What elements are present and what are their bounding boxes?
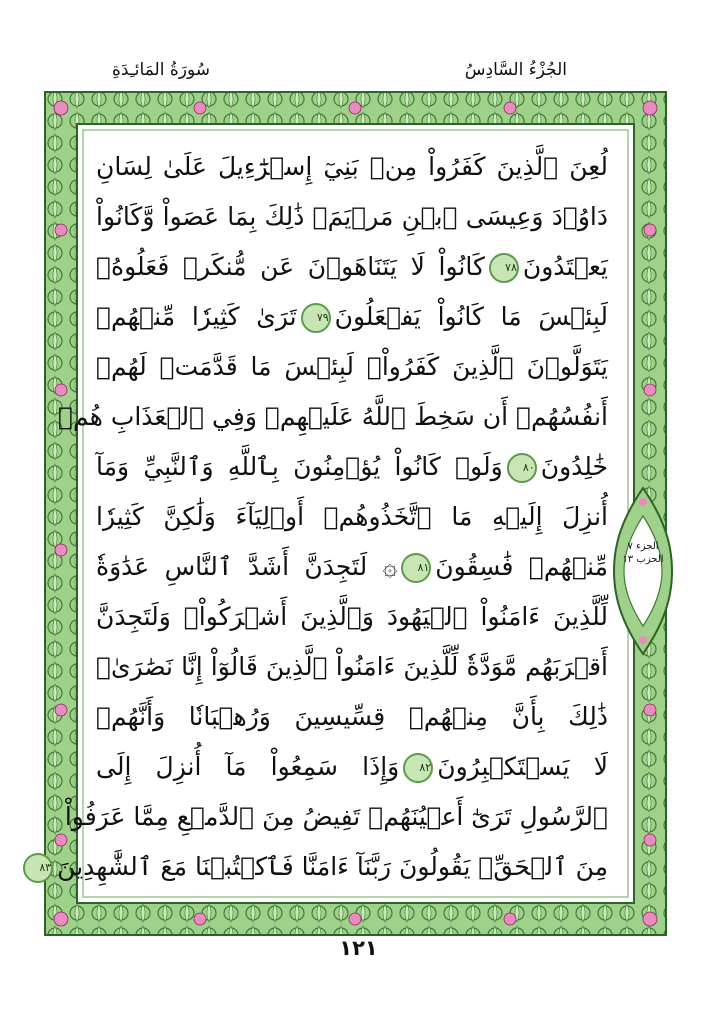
text-line-3: يَعۡتَدُونَ٧٨كَانُواْ لَا يَتَنَاهَوۡنَ عَن مُّنكَرٖ فَعَلُوهُۚ <box>96 252 608 281</box>
text-line-9: مِّنۡهُمۡ فَٰسِقُونَ٨١۞ لَتَجِدَنَّ أَشَدَّ ٱلنَّاسِ عَدَٰوَةٗ <box>96 552 608 581</box>
text-line-8: أُنزِلَ إِلَيۡهِ مَا ٱتَّخَذُوهُمۡ أَوۡلِيَآءَ وَلَٰكِنَّ كَثِيرٗا <box>96 502 608 531</box>
ayah-number: ٨٣ <box>23 853 53 883</box>
text-line-13: لَا يَسۡتَكۡبِرُونَ٨٢وَإِذَا سَمِعُواْ مَآ أُنزِلَ إِلَى <box>96 752 608 781</box>
text-line-7: خَٰلِدُونَ٨٠وَلَوۡ كَانُواْ يُؤۡمِنُونَ بِٱللَّهِ وَٱلنَّبِيِّ وَمَآ <box>96 452 608 481</box>
text-line-1: لُعِنَ ٱلَّذِينَ كَفَرُواْ مِنۢ بَنِيٓ إِسۡرَٰٓءِيلَ عَلَىٰ لِسَانِ <box>96 152 608 181</box>
text-line-6: أَنفُسُهُمۡ أَن سَخِطَ ٱللَّهُ عَلَيۡهِمۡ وَفِي ٱلۡعَذَابِ هُمۡ <box>58 402 608 431</box>
text-line-2: دَاوُۥدَ وَعِيسَى ٱبۡنِ مَرۡيَمَۚ ذَٰلِكَ بِمَا عَصَواْ وَّكَانُواْ <box>96 202 608 231</box>
juz-name: الجُزْءُ السَّادِسُ <box>464 60 567 80</box>
text-line-11: أَقۡرَبَهُم مَّوَدَّةٗ لِّلَّذِينَ ءَامَنُواْ ٱلَّذِينَ قَالُوٓاْ إِنَّا نَصَٰرَىٰۚ <box>96 652 608 681</box>
juz-medallion-icon <box>612 486 674 656</box>
juz-marker <box>612 486 674 656</box>
surah-name: سُورَةُ المَائـِدَةِ <box>112 60 210 80</box>
ayah-number: ٧٨ <box>489 253 519 283</box>
hizb-label: الحزب ١٣ <box>622 554 664 565</box>
text-line-10: لِّلَّذِينَ ءَامَنُواْ ٱلۡيَهُودَ وَٱلَّذِينَ أَشۡرَكُواْۖ وَلَتَجِدَنَّ <box>96 602 608 631</box>
juz-label: الجزء ٧ <box>627 541 659 552</box>
text-line-4: لَبِئۡسَ مَا كَانُواْ يَفۡعَلُونَ٧٩تَرَىٰ كَثِيرٗا مِّنۡهُمۡ <box>96 302 608 331</box>
ayah-number: ٨٢ <box>403 753 433 783</box>
ayah-number: ٧٩ <box>301 303 331 333</box>
text-line-12: ذَٰلِكَ بِأَنَّ مِنۡهُمۡ قِسِّيسِينَ وَرُهۡبَانٗا وَأَنَّهُمۡ <box>96 702 608 731</box>
text-line-14: ٱلرَّسُولِ تَرَىٰٓ أَعۡيُنَهُمۡ تَفِيضُ مِنَ ٱلدَّمۡعِ مِمَّا عَرَفُواْ <box>64 802 608 831</box>
verse-text-area <box>39 140 608 890</box>
text-line-5: يَتَوَلَّوۡنَ ٱلَّذِينَ كَفَرُواْۚ لَبِئۡسَ مَا قَدَّمَتۡ لَهُمۡ <box>96 352 608 381</box>
ayah-number: ٨١ <box>401 553 431 583</box>
text-line-15: مِنَ ٱلۡحَقِّۖ يَقُولُونَ رَبَّنَآ ءَامَنَّا فَٱكۡتُبۡنَا مَعَ ٱلشَّٰهِدِينَ٨٣ <box>96 840 608 894</box>
ayah-number: ٨٠ <box>507 453 537 483</box>
page-number: ١٢١ <box>339 936 378 960</box>
